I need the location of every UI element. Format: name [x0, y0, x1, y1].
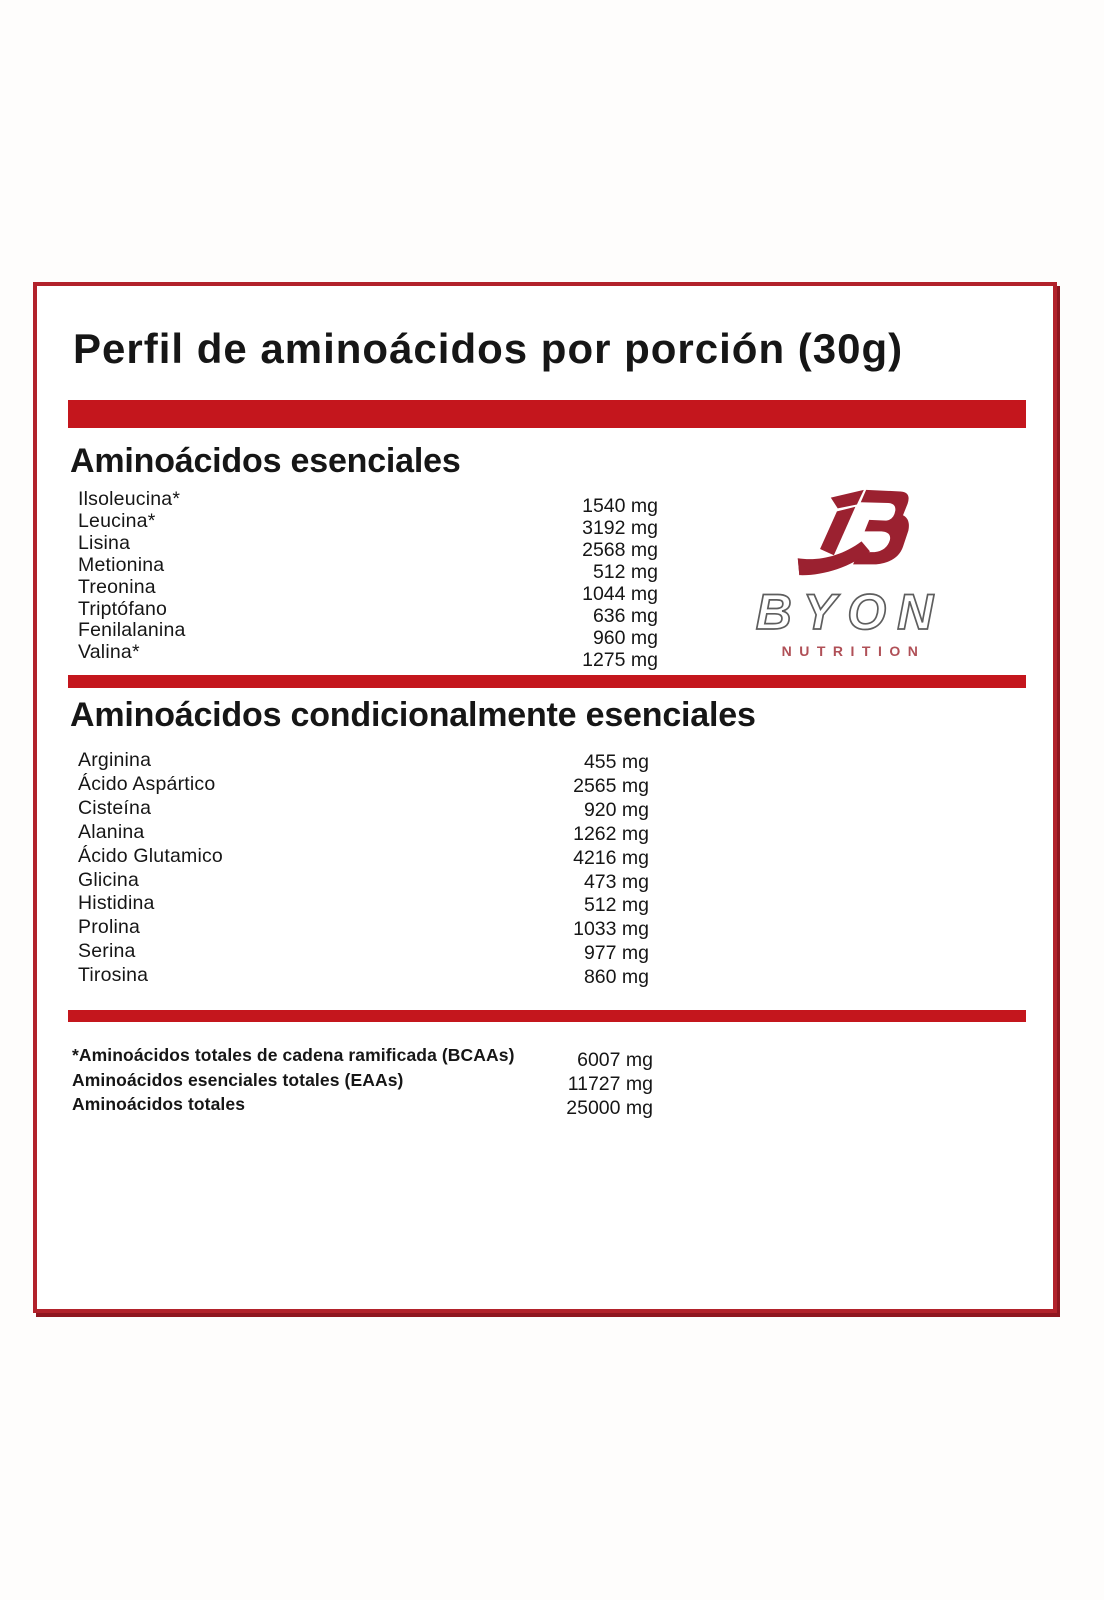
amino-label: Cisteína — [78, 796, 152, 819]
conditional-values-column — [337, 751, 649, 990]
amino-label: Valina* — [78, 641, 140, 664]
amino-label: Ácido Aspártico — [78, 772, 216, 795]
amino-value: 2565 mg — [573, 774, 649, 797]
amino-value: 1540 mg — [582, 495, 658, 517]
amino-value: 977 mg — [583, 942, 649, 965]
amino-label: Tirosina — [78, 964, 149, 987]
total-value: 6007 mg — [577, 1049, 653, 1071]
amino-value: 3192 mg — [582, 517, 658, 539]
amino-label: Glicina — [78, 868, 140, 891]
amino-value: 2568 mg — [582, 539, 658, 561]
byon-wordmark — [750, 588, 950, 638]
conditional-labels-column — [78, 749, 223, 988]
total-label: Aminoácidos esenciales totales (EAAs) — [72, 1069, 404, 1090]
amino-label: Treonina — [78, 575, 156, 598]
amino-label: Leucina* — [78, 509, 156, 532]
amino-label: Alanina — [78, 820, 145, 843]
amino-value: 512 mg — [583, 894, 649, 917]
amino-value: 860 mg — [583, 966, 649, 989]
amino-value: 1044 mg — [582, 583, 658, 605]
amino-label: Lisina — [78, 531, 131, 554]
total-label: Aminoácidos totales — [72, 1094, 246, 1114]
amino-value: 473 mg — [583, 870, 649, 893]
essential-values-column — [337, 495, 658, 671]
panel-title: Perfil de aminoácidos por porción (30g) — [73, 325, 904, 372]
amino-value: 1275 mg — [582, 649, 658, 671]
byon-monogram-icon — [775, 483, 925, 579]
divider-bar-top — [68, 400, 1026, 428]
amino-label: Histidina — [78, 892, 155, 915]
amino-value: 960 mg — [592, 627, 658, 649]
amino-value: 4216 mg — [573, 846, 649, 869]
brand-logo — [750, 483, 950, 659]
byon-wordmark-text: BYON — [755, 588, 945, 638]
total-label: *Aminoácidos totales de cadena ramificada (BCAAs) — [72, 1045, 515, 1065]
amino-value: 1033 mg — [573, 918, 649, 941]
section-essential-heading: Aminoácidos esenciales — [70, 442, 461, 480]
amino-value: 1262 mg — [573, 822, 649, 845]
amino-label: Fenilalanina — [78, 619, 186, 642]
total-value: 25000 mg — [566, 1097, 653, 1119]
amino-label: Ilsoleucina* — [78, 488, 181, 510]
total-value: 11727 mg — [567, 1073, 653, 1095]
amino-label: Arginina — [78, 749, 152, 771]
amino-label: Prolina — [78, 916, 141, 939]
essential-labels-column — [78, 489, 186, 664]
section-conditional-heading: Aminoácidos condicionalmente esenciales — [70, 696, 756, 734]
divider-bar-bottom — [68, 1010, 1026, 1022]
amino-label: Triptófano — [78, 597, 168, 620]
divider-bar-middle — [68, 675, 1026, 688]
amino-label: Metionina — [78, 553, 165, 576]
nutrition-subtitle: NUTRITION — [781, 643, 926, 659]
amino-label: Ácido Glutamico — [78, 844, 223, 867]
amino-value: 512 mg — [592, 561, 658, 583]
totals-values-column — [337, 1048, 653, 1120]
amino-profile-panel — [33, 282, 1057, 1313]
amino-value: 920 mg — [583, 798, 649, 821]
amino-value: 636 mg — [592, 605, 658, 627]
amino-value: 455 mg — [583, 751, 649, 773]
amino-label: Serina — [78, 940, 136, 963]
